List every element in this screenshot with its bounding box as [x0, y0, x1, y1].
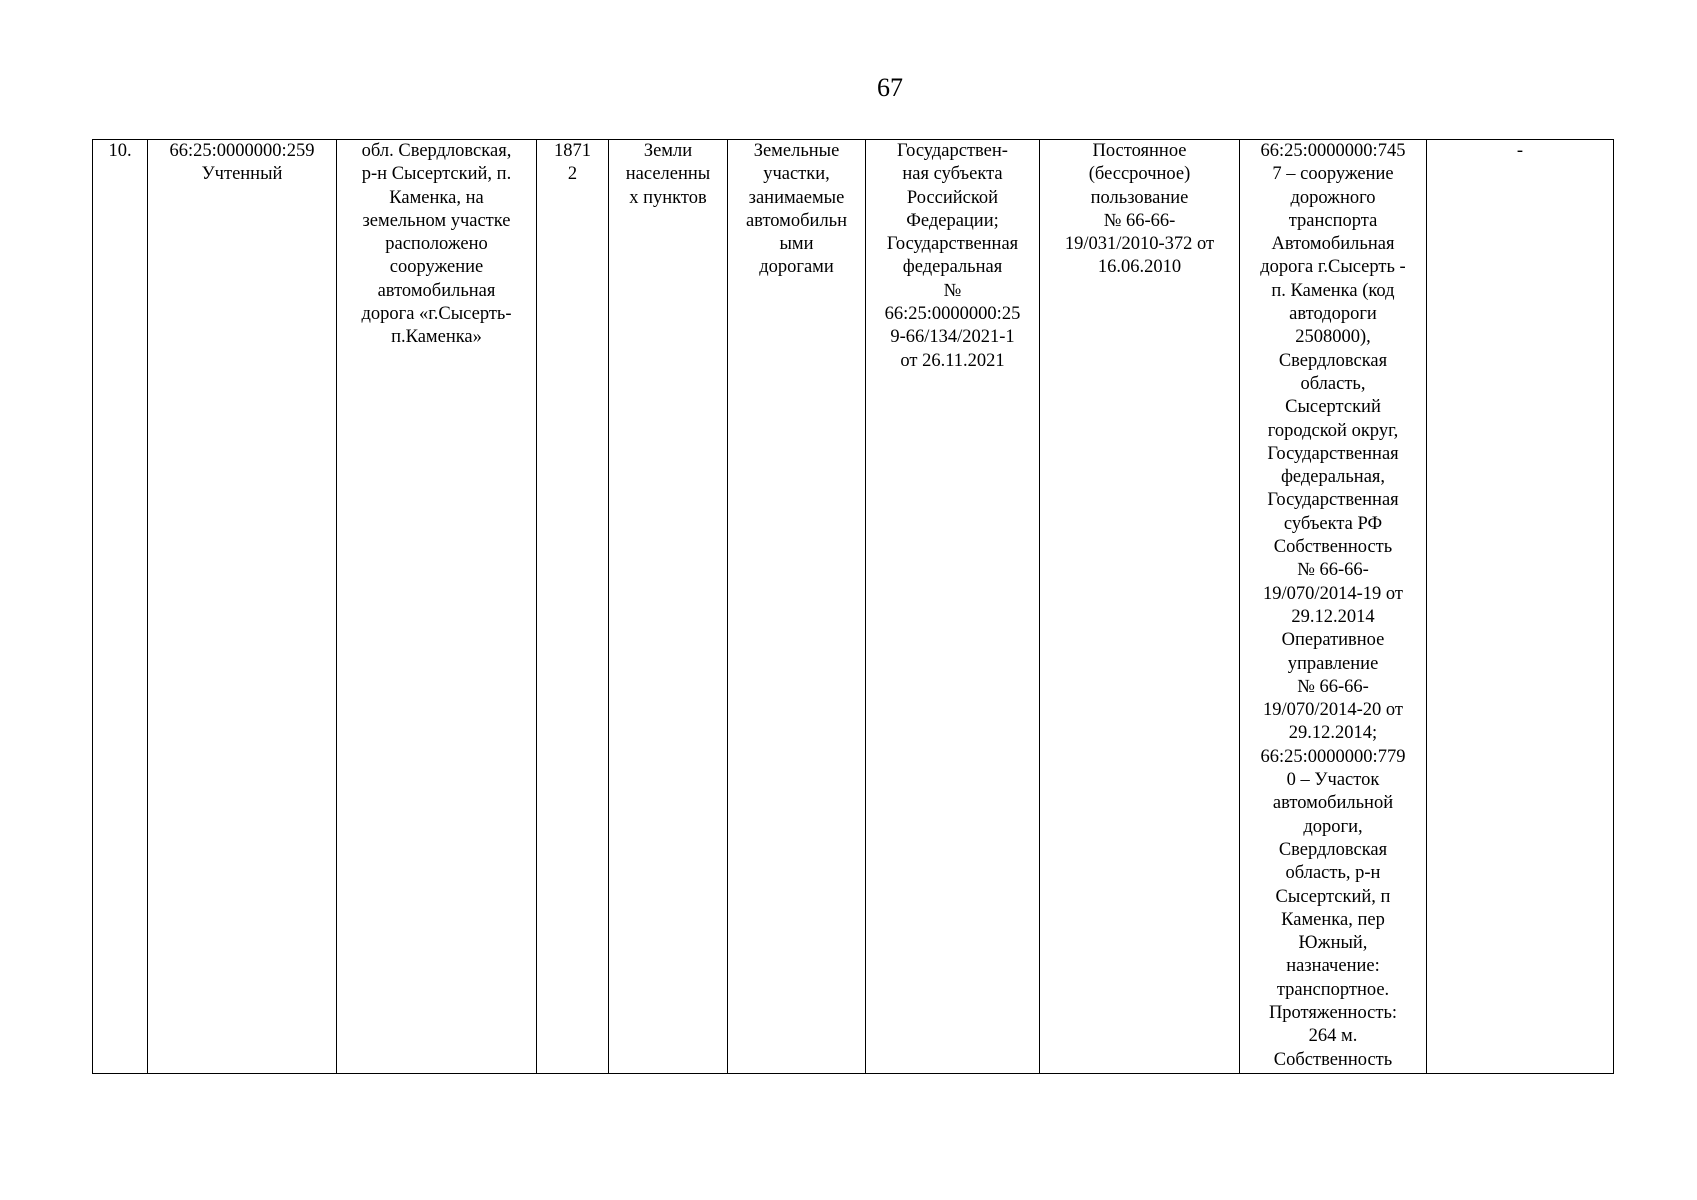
- land-registry-table: [92, 139, 1614, 1074]
- cell-cadastral-number: 66:25:0000000:259 Учтенный: [148, 140, 337, 1074]
- cell-address: обл. Свердловская, р-н Сысертский, п. Каменка, на земельном участке расположено сооружение автомобильная дорога «г.Сысерть- п.Каменка»: [337, 140, 537, 1074]
- page-number: 67: [877, 73, 903, 102]
- cell-land-category: Земли населенны х пунктов: [609, 140, 728, 1074]
- table-row: [93, 140, 1614, 1074]
- cell-index: 10.: [93, 140, 148, 1074]
- cell-objects: 66:25:0000000:745 7 – сооружение дорожного транспорта Автомобильная дорога г.Сысерть - п. Каменка (код автодороги 2508000), Свердловская область, Сысертский городской округ, Государственная федеральная, Государственная субъекта РФ Собственность № 66-66- 19/070/2014-19 от 29.12.2014 Оперативное управление № 66-66- 19/070/2014-20 от 29.12.2014; 66:25:0000000:779 0 – Участок автомобильной дороги, Свердловская область, р-н Сысертский, п Каменка, пер Южный, назначение: транспортное. Протяженность: 264 м. Собственность: [1240, 140, 1427, 1074]
- cell-area: 1871 2: [537, 140, 609, 1074]
- cell-notes: -: [1427, 140, 1614, 1074]
- cell-rights: Постоянное (бессрочное) пользование № 66-66- 19/031/2010-372 от 16.06.2010: [1040, 140, 1240, 1074]
- cell-permitted-use: Земельные участки, занимаемые автомобильн ыми дорогами: [728, 140, 866, 1074]
- cell-ownership: Государствен- ная субъекта Российской Федерации; Государственная федеральная № 66:25:0000000:25 9-66/134/2021-1 от 26.11.2021: [866, 140, 1040, 1074]
